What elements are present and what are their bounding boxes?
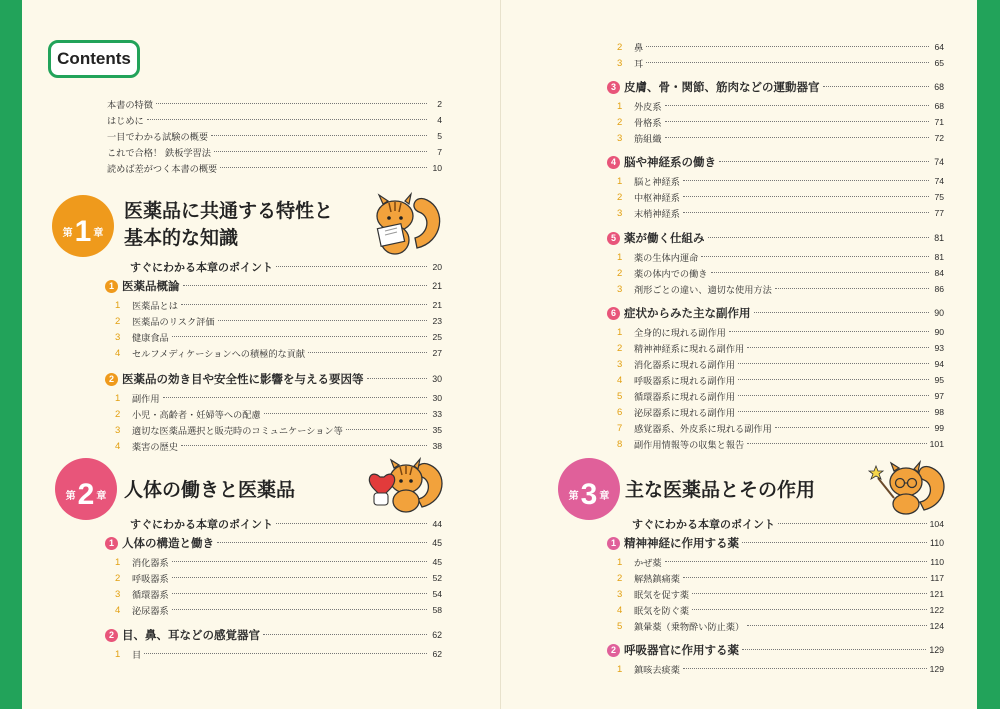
entry-page: 58: [432, 605, 442, 615]
entry-page: 99: [934, 423, 944, 433]
leader-dots: [211, 135, 427, 136]
section-entry[interactable]: [607, 79, 944, 95]
entry-page: 64: [934, 42, 944, 52]
entry-label: 脳と神経系: [634, 177, 680, 188]
leader-dots: [683, 212, 929, 213]
chapter-3-title: 主な医薬品とその作用: [625, 479, 816, 501]
toc-entry[interactable]: [115, 314, 442, 328]
item-number: 1: [115, 299, 121, 311]
leader-dots: [183, 285, 428, 286]
chapter-title-line: 医薬品に共通する特性と: [124, 200, 334, 222]
entry-label: 外皮系: [634, 102, 662, 113]
section-number-badge: 2: [105, 373, 118, 386]
chapter-point-entry[interactable]: [632, 516, 944, 532]
entry-label: 医薬品とは: [132, 301, 178, 312]
leader-dots: [163, 397, 427, 398]
toc-entry[interactable]: [115, 298, 442, 312]
leader-dots: [775, 427, 929, 428]
item-number: 2: [617, 572, 623, 584]
item-number: 3: [617, 283, 623, 295]
entry-label: 筋組織: [634, 134, 662, 145]
item-number: 1: [617, 556, 623, 568]
entry-page: 38: [432, 441, 442, 451]
entry-page: 21: [432, 281, 442, 291]
item-number: 3: [617, 358, 623, 370]
entry-page: 30: [432, 393, 442, 403]
entry-label: 目、鼻、耳などの感覚器官: [122, 628, 260, 642]
toc-entry[interactable]: [617, 341, 944, 355]
entry-label: 医薬品のリスク評価: [132, 317, 215, 328]
entry-label: 健康食品: [132, 333, 169, 344]
item-number: 2: [115, 572, 121, 584]
leader-dots: [147, 119, 427, 120]
leader-dots: [775, 288, 929, 289]
leader-dots: [367, 378, 428, 379]
chapter-number: 2: [77, 478, 95, 511]
toc-entry[interactable]: [115, 603, 442, 617]
entry-page: 93: [934, 343, 944, 353]
leader-dots: [701, 256, 929, 257]
toc-entry[interactable]: [617, 437, 944, 451]
entry-label: 人体の構造と働き: [122, 536, 214, 550]
toc-entry[interactable]: [115, 346, 442, 360]
entry-page: 33: [432, 409, 442, 419]
leader-dots: [172, 577, 427, 578]
toc-entry[interactable]: [617, 174, 944, 188]
entry-label: 医薬品概論: [122, 279, 180, 293]
chapter-number: 3: [580, 478, 598, 511]
entry-page: 122: [929, 605, 944, 615]
leader-dots: [683, 196, 929, 197]
toc-entry[interactable]: [617, 571, 944, 585]
entry-page: 68: [934, 101, 944, 111]
entry-page: 97: [934, 391, 944, 401]
chapter-number: 1: [74, 215, 92, 248]
entry-label: すぐにわかる本章のポイント: [130, 518, 273, 531]
leader-dots: [729, 331, 929, 332]
entry-page: 84: [934, 268, 944, 278]
entry-label: 本書の特徴: [107, 100, 153, 111]
squirrel-teacher-illustration: [868, 458, 948, 516]
toc-entry[interactable]: [115, 391, 442, 405]
section-number-badge: 1: [607, 537, 620, 550]
entry-page: 65: [934, 58, 944, 68]
entry-label: 皮膚、骨・関節、筋肉などの運動器官: [624, 80, 820, 94]
entry-page: 74: [934, 176, 944, 186]
entry-label: すぐにわかる本章のポイント: [632, 518, 775, 531]
entry-label: セルフメディケーションへの積極的な貢献: [132, 349, 306, 360]
item-number: 6: [617, 406, 623, 418]
chapter-2-title: 人体の働きと医薬品: [124, 479, 296, 501]
section-number-badge: 2: [105, 629, 118, 642]
entry-label: 呼吸器系に現れる副作用: [634, 376, 736, 387]
item-number: 2: [617, 267, 623, 279]
entry-page: 27: [432, 348, 442, 358]
leader-dots: [172, 561, 427, 562]
item-number: 3: [617, 57, 623, 69]
leader-dots: [738, 395, 929, 396]
leader-dots: [747, 347, 929, 348]
toc-entry[interactable]: [617, 266, 944, 280]
item-number: 4: [115, 604, 121, 616]
section-number-badge: 1: [105, 280, 118, 293]
entry-label: 循環器系に現れる副作用: [634, 392, 736, 403]
entry-page: 110: [930, 557, 944, 567]
item-number: 5: [617, 390, 623, 402]
leader-dots: [719, 161, 929, 162]
entry-label: 循環器系: [132, 590, 169, 601]
leader-dots: [692, 609, 927, 610]
leader-dots: [708, 237, 930, 238]
entry-label: これで合格！ 鉄板学習法: [107, 148, 211, 159]
item-number: 3: [115, 424, 121, 436]
leader-dots: [683, 668, 927, 669]
leader-dots: [181, 445, 427, 446]
chapter-suffix: 章: [599, 491, 610, 502]
toc-entry[interactable]: [115, 439, 442, 453]
entry-label: 耳: [634, 59, 644, 70]
entry-label: 小児・高齢者・妊婦等への配慮: [132, 410, 261, 421]
chapter-prefix: 第: [62, 228, 73, 239]
item-number: 3: [617, 207, 623, 219]
leader-dots: [217, 542, 427, 543]
item-number: 3: [115, 331, 121, 343]
section-number-badge: 5: [607, 232, 620, 245]
entry-page: 77: [934, 208, 944, 218]
leader-dots: [742, 649, 926, 650]
entry-label: 感覚器系、外皮系に現れる副作用: [634, 424, 772, 435]
entry-page: 2: [437, 99, 442, 109]
entry-label: 骨格系: [634, 118, 662, 129]
leader-dots: [218, 320, 427, 321]
entry-label: 解熱鎮痛薬: [634, 574, 680, 585]
toc-entry[interactable]: [617, 405, 944, 419]
entry-label: 医薬品の効き目や安全性に影響を与える要因等: [122, 372, 364, 386]
item-number: 1: [115, 648, 121, 660]
entry-label: 薬の体内での働き: [634, 269, 708, 280]
entry-label: 泌尿器系: [132, 606, 169, 617]
chapter-point-entry[interactable]: [130, 516, 442, 532]
entry-label: 薬害の歴史: [132, 442, 178, 453]
entry-label: 適切な医薬品選択と販売時のコミュニケーション等: [132, 426, 343, 437]
chapter-1-title: [124, 198, 333, 252]
toc-entry[interactable]: [107, 161, 442, 175]
entry-label: 泌尿器系に現れる副作用: [634, 408, 736, 419]
toc-entry[interactable]: [617, 662, 944, 676]
toc-entry[interactable]: [617, 250, 944, 264]
leader-dots: [308, 352, 427, 353]
toc-entry[interactable]: [617, 421, 944, 435]
entry-page: 101: [929, 439, 944, 449]
chapter-title-line: 基本的な知識: [124, 227, 239, 249]
entry-page: 95: [934, 375, 944, 385]
entry-page: 90: [934, 327, 944, 337]
item-number: 1: [617, 251, 623, 263]
entry-label: はじめに: [107, 116, 144, 127]
leader-dots: [665, 561, 928, 562]
entry-page: 52: [432, 573, 442, 583]
toc-entry[interactable]: [107, 129, 442, 143]
item-number: 2: [617, 342, 623, 354]
item-number: 4: [617, 374, 623, 386]
entry-label: 全身的に現れる副作用: [634, 328, 726, 339]
section-entry[interactable]: [105, 278, 442, 294]
leader-dots: [156, 103, 427, 104]
leader-dots: [263, 634, 427, 635]
item-number: 1: [617, 326, 623, 338]
entry-label: 消化器系に現れる副作用: [634, 360, 736, 371]
toc-entry[interactable]: [115, 587, 442, 601]
leader-dots: [264, 413, 427, 414]
entry-label: 剤形ごとの違い、適切な使用方法: [634, 285, 772, 296]
entry-page: 62: [432, 630, 442, 640]
leader-dots: [646, 62, 929, 63]
leader-dots: [214, 151, 427, 152]
toc-entry[interactable]: [617, 619, 944, 633]
entry-page: 72: [934, 133, 944, 143]
entry-page: 74: [934, 157, 944, 167]
item-number: 7: [617, 422, 623, 434]
chapter-2-marker: [55, 458, 117, 520]
entry-label: すぐにわかる本章のポイント: [130, 261, 273, 274]
leader-dots: [172, 336, 427, 337]
leader-dots: [276, 266, 427, 267]
leader-dots: [683, 180, 929, 181]
entry-page: 117: [930, 573, 944, 583]
entry-page: 121: [929, 589, 944, 599]
leader-dots: [738, 379, 929, 380]
squirrel-heart-illustration: [366, 457, 446, 513]
entry-page: 75: [934, 192, 944, 202]
chapter-suffix: 章: [93, 228, 104, 239]
item-number: 2: [617, 116, 623, 128]
entry-page: 30: [432, 374, 442, 384]
section-entry[interactable]: [105, 535, 442, 551]
toc-entry[interactable]: [107, 113, 442, 127]
leader-dots: [172, 609, 427, 610]
entry-label: 眠気を促す薬: [634, 590, 690, 601]
entry-label: 脳や神経系の働き: [624, 155, 716, 169]
toc-entry[interactable]: [115, 330, 442, 344]
entry-page: 35: [432, 425, 442, 435]
leader-dots: [683, 577, 927, 578]
entry-page: 81: [934, 252, 944, 262]
toc-entry[interactable]: [617, 555, 944, 569]
entry-label: かぜ薬: [634, 558, 662, 569]
item-number: 4: [115, 347, 121, 359]
item-number: 1: [617, 100, 623, 112]
entry-page: 62: [432, 649, 442, 659]
entry-label: 薬の生体内運命: [634, 253, 699, 264]
toc-entry[interactable]: [617, 40, 944, 54]
item-number: 4: [115, 440, 121, 452]
toc-entry[interactable]: [617, 389, 944, 403]
entry-label: 症状からみた主な副作用: [624, 306, 751, 320]
entry-label: 読めば差がつく本書の概要: [107, 164, 218, 175]
chapter-3-marker: [558, 458, 620, 520]
entry-label: 消化器系: [132, 558, 169, 569]
section-number-badge: 2: [607, 644, 620, 657]
item-number: 5: [617, 620, 623, 632]
entry-page: 71: [934, 117, 944, 127]
entry-label: 精神神経系に現れる副作用: [634, 344, 745, 355]
leader-dots: [665, 137, 929, 138]
item-number: 4: [617, 604, 623, 616]
entry-page: 44: [432, 519, 442, 529]
entry-label: 副作用情報等の収集と報告: [634, 440, 745, 451]
toc-entry[interactable]: [617, 99, 944, 113]
contents-heading: Contents: [48, 40, 140, 78]
toc-entry[interactable]: [617, 587, 944, 601]
toc-entry[interactable]: [617, 131, 944, 145]
chapter-suffix: 章: [96, 491, 107, 502]
section-entry[interactable]: [607, 154, 944, 170]
item-number: 2: [115, 315, 121, 327]
entry-page: 81: [934, 233, 944, 243]
item-number: 1: [617, 175, 623, 187]
entry-page: 90: [934, 308, 944, 318]
toc-entry[interactable]: [617, 115, 944, 129]
leader-dots: [692, 593, 927, 594]
toc-entry[interactable]: [617, 56, 944, 70]
toc-entry[interactable]: [115, 555, 442, 569]
entry-page: 5: [437, 131, 442, 141]
entry-label: 薬が働く仕組み: [624, 231, 705, 245]
toc-entry[interactable]: [115, 647, 442, 661]
leader-dots: [665, 105, 929, 106]
section-entry[interactable]: [105, 627, 442, 643]
leader-dots: [181, 304, 427, 305]
entry-page: 94: [934, 359, 944, 369]
toc-entry[interactable]: [617, 357, 944, 371]
toc-entry[interactable]: [617, 190, 944, 204]
item-number: 2: [617, 41, 623, 53]
toc-entry[interactable]: [617, 282, 944, 296]
chapter-prefix: 第: [65, 491, 76, 502]
section-number-badge: 1: [105, 537, 118, 550]
item-number: 2: [115, 408, 121, 420]
entry-label: 目: [132, 650, 142, 661]
item-number: 3: [115, 588, 121, 600]
entry-label: 眠気を防ぐ薬: [634, 606, 690, 617]
toc-entry[interactable]: [617, 206, 944, 220]
leader-dots: [220, 167, 427, 168]
section-number-badge: 4: [607, 156, 620, 169]
leader-dots: [276, 523, 427, 524]
toc-entry[interactable]: [115, 407, 442, 421]
leader-dots: [346, 429, 427, 430]
section-number-badge: 6: [607, 307, 620, 320]
section-number-badge: 3: [607, 81, 620, 94]
toc-entry[interactable]: [115, 571, 442, 585]
entry-label: 精神神経に作用する薬: [624, 536, 739, 550]
entry-label: 鎮暈薬（乗物酔い防止薬）: [634, 622, 745, 633]
chapter-prefix: 第: [568, 491, 579, 502]
item-number: 8: [617, 438, 623, 450]
entry-page: 98: [934, 407, 944, 417]
entry-page: 10: [432, 163, 442, 173]
leader-dots: [747, 625, 926, 626]
leader-dots: [742, 542, 927, 543]
chapter-1-marker: [52, 195, 114, 257]
entry-page: 4: [437, 115, 442, 125]
entry-page: 25: [432, 332, 442, 342]
entry-page: 104: [929, 519, 944, 529]
toc-entry[interactable]: [115, 423, 442, 437]
toc-entry[interactable]: [107, 97, 442, 111]
entry-page: 23: [432, 316, 442, 326]
entry-page: 129: [929, 664, 944, 674]
leader-dots: [172, 593, 427, 594]
item-number: 1: [115, 392, 121, 404]
entry-page: 124: [929, 621, 944, 631]
leader-dots: [823, 86, 930, 87]
item-number: 1: [115, 556, 121, 568]
entry-label: 中枢神経系: [634, 193, 680, 204]
leader-dots: [144, 653, 427, 654]
leader-dots: [778, 523, 927, 524]
section-entry[interactable]: [607, 642, 944, 658]
entry-label: 鎮咳去痰薬: [634, 665, 680, 676]
toc-entry[interactable]: [107, 145, 442, 159]
leader-dots: [711, 272, 930, 273]
squirrel-reading-illustration: [365, 190, 445, 260]
entry-label: 末梢神経系: [634, 209, 680, 220]
item-number: 2: [617, 191, 623, 203]
entry-page: 20: [432, 262, 442, 272]
entry-page: 45: [432, 538, 442, 548]
section-entry[interactable]: [607, 230, 944, 246]
item-number: 3: [617, 132, 623, 144]
section-entry[interactable]: [607, 305, 944, 321]
entry-page: 21: [432, 300, 442, 310]
section-entry[interactable]: [105, 371, 442, 387]
leader-dots: [665, 121, 929, 122]
entry-label: 呼吸器官に作用する薬: [624, 643, 739, 657]
entry-page: 110: [929, 538, 944, 548]
entry-page: 45: [432, 557, 442, 567]
entry-label: 副作用: [132, 394, 160, 405]
leader-dots: [738, 411, 929, 412]
entry-page: 129: [929, 645, 944, 655]
entry-label: 一目でわかる試験の概要: [107, 132, 209, 143]
item-number: 3: [617, 588, 623, 600]
leader-dots: [646, 46, 929, 47]
chapter-point-entry[interactable]: [130, 259, 442, 275]
leader-dots: [738, 363, 929, 364]
entry-page: 86: [934, 284, 944, 294]
leader-dots: [747, 443, 926, 444]
entry-page: 7: [437, 147, 442, 157]
entry-label: 呼吸器系: [132, 574, 169, 585]
toc-entry[interactable]: [617, 325, 944, 339]
entry-label: 鼻: [634, 43, 644, 54]
entry-page: 54: [432, 589, 442, 599]
leader-dots: [754, 312, 930, 313]
item-number: 1: [617, 663, 623, 675]
toc-entry[interactable]: [617, 373, 944, 387]
entry-page: 68: [934, 82, 944, 92]
toc-entry[interactable]: [617, 603, 944, 617]
section-entry[interactable]: [607, 535, 944, 551]
